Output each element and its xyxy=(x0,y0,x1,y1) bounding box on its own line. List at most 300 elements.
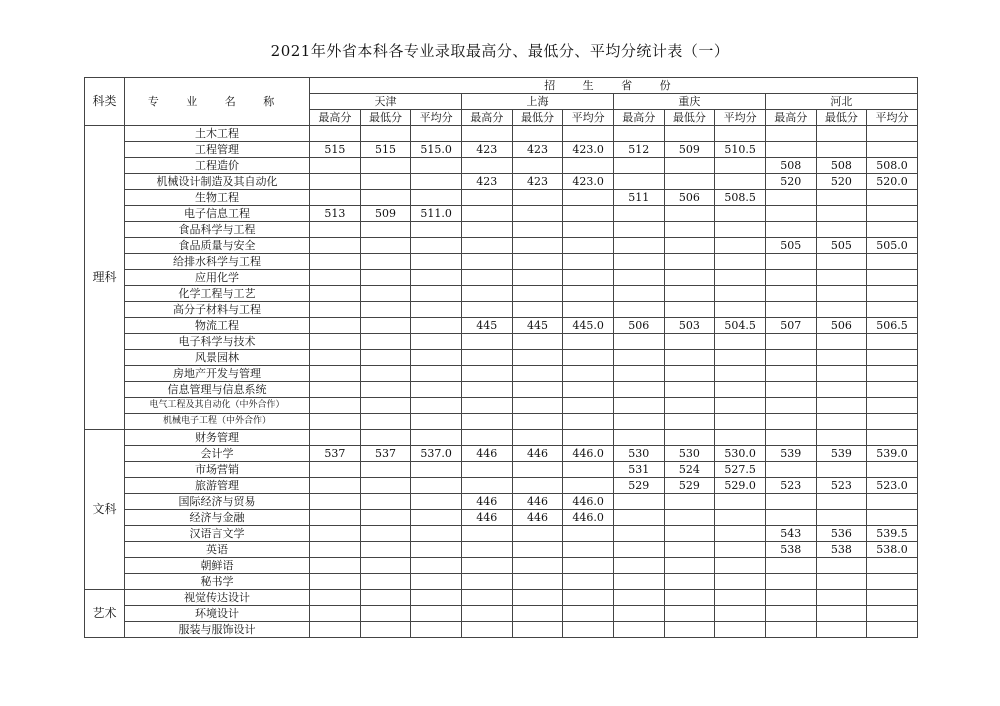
score-cell: 523.0 xyxy=(867,478,918,494)
score-cell: 511.0 xyxy=(411,206,462,222)
score-cell xyxy=(512,206,563,222)
score-cell xyxy=(310,606,361,622)
score-cell xyxy=(310,462,361,478)
score-cell xyxy=(765,254,816,270)
score-cell: 505 xyxy=(816,238,867,254)
score-cell: 509 xyxy=(360,206,411,222)
score-cell xyxy=(765,190,816,206)
score-cell xyxy=(411,366,462,382)
score-cell xyxy=(816,206,867,222)
score-cell: 511 xyxy=(613,190,664,206)
score-cell xyxy=(765,430,816,446)
score-cell xyxy=(867,606,918,622)
score-cell xyxy=(360,334,411,350)
score-cell xyxy=(360,222,411,238)
score-cell xyxy=(765,510,816,526)
score-cell xyxy=(310,302,361,318)
score-cell xyxy=(664,414,715,430)
score-cell xyxy=(310,414,361,430)
score-cell: 520 xyxy=(816,174,867,190)
score-cell xyxy=(715,366,766,382)
major-cell: 化学工程与工艺 xyxy=(125,286,310,302)
score-cell xyxy=(310,382,361,398)
major-cell: 环境设计 xyxy=(125,606,310,622)
score-cell xyxy=(360,126,411,142)
score-cell: 506 xyxy=(816,318,867,334)
score-cell xyxy=(613,398,664,414)
score-cell xyxy=(360,414,411,430)
score-label-header: 最高分 xyxy=(765,110,816,126)
score-cell xyxy=(360,462,411,478)
score-cell: 506 xyxy=(664,190,715,206)
score-cell xyxy=(411,558,462,574)
score-cell xyxy=(411,190,462,206)
score-cell xyxy=(563,366,614,382)
score-cell xyxy=(461,286,512,302)
score-cell: 537 xyxy=(310,446,361,462)
score-cell xyxy=(765,126,816,142)
score-cell xyxy=(512,350,563,366)
score-cell xyxy=(461,302,512,318)
score-cell xyxy=(310,334,361,350)
major-cell: 土木工程 xyxy=(125,126,310,142)
score-cell xyxy=(816,142,867,158)
score-cell xyxy=(563,302,614,318)
table-row xyxy=(85,190,918,206)
table-row xyxy=(85,318,918,334)
score-cell xyxy=(360,286,411,302)
score-cell: 445 xyxy=(461,318,512,334)
score-cell xyxy=(563,414,614,430)
score-cell xyxy=(360,510,411,526)
score-cell xyxy=(411,398,462,414)
score-cell xyxy=(613,574,664,590)
score-label-header: 平均分 xyxy=(411,110,462,126)
score-cell xyxy=(816,222,867,238)
score-cell xyxy=(310,542,361,558)
score-cell: 508.0 xyxy=(867,158,918,174)
score-cell xyxy=(512,542,563,558)
score-cell xyxy=(613,222,664,238)
score-cell xyxy=(867,302,918,318)
score-cell xyxy=(563,334,614,350)
score-cell xyxy=(563,350,614,366)
score-cell xyxy=(310,478,361,494)
score-cell xyxy=(563,190,614,206)
score-cell xyxy=(512,286,563,302)
score-cell xyxy=(816,574,867,590)
score-cell: 523 xyxy=(816,478,867,494)
score-cell: 509 xyxy=(664,142,715,158)
major-cell: 风景园林 xyxy=(125,350,310,366)
score-cell xyxy=(461,222,512,238)
score-cell xyxy=(360,254,411,270)
score-cell xyxy=(816,286,867,302)
table-row xyxy=(85,622,918,638)
province-header: 上海 xyxy=(461,94,613,110)
score-cell xyxy=(765,366,816,382)
score-cell: 446.0 xyxy=(563,510,614,526)
score-cell xyxy=(411,174,462,190)
table-row xyxy=(85,238,918,254)
province-header: 天津 xyxy=(310,94,462,110)
score-cell xyxy=(461,622,512,638)
score-cell xyxy=(765,270,816,286)
score-cell xyxy=(664,398,715,414)
score-cell xyxy=(867,270,918,286)
score-cell: 539.0 xyxy=(867,446,918,462)
score-cell xyxy=(411,238,462,254)
major-cell: 房地产开发与管理 xyxy=(125,366,310,382)
score-cell: 508 xyxy=(765,158,816,174)
score-label-header: 最低分 xyxy=(512,110,563,126)
score-cell xyxy=(310,574,361,590)
score-cell xyxy=(867,222,918,238)
score-cell xyxy=(613,510,664,526)
score-cell xyxy=(715,158,766,174)
score-cell xyxy=(461,350,512,366)
table-row xyxy=(85,350,918,366)
score-cell xyxy=(715,206,766,222)
table-row xyxy=(85,398,918,414)
score-cell xyxy=(765,142,816,158)
score-cell xyxy=(512,190,563,206)
score-cell: 513 xyxy=(310,206,361,222)
score-cell xyxy=(411,334,462,350)
score-cell xyxy=(715,174,766,190)
score-cell xyxy=(664,382,715,398)
score-cell xyxy=(461,366,512,382)
score-cell xyxy=(360,158,411,174)
score-cell xyxy=(461,382,512,398)
score-cell: 445.0 xyxy=(563,318,614,334)
major-cell: 旅游管理 xyxy=(125,478,310,494)
score-cell xyxy=(512,526,563,542)
score-cell xyxy=(816,366,867,382)
score-cell xyxy=(512,158,563,174)
score-cell xyxy=(664,222,715,238)
score-cell xyxy=(310,590,361,606)
score-cell xyxy=(411,286,462,302)
score-cell: 527.5 xyxy=(715,462,766,478)
score-cell: 506.5 xyxy=(867,318,918,334)
table-row xyxy=(85,366,918,382)
table-row xyxy=(85,430,918,446)
score-cell xyxy=(461,542,512,558)
score-cell xyxy=(765,606,816,622)
score-cell xyxy=(613,382,664,398)
score-cell xyxy=(867,286,918,302)
score-cell xyxy=(461,526,512,542)
table-row xyxy=(85,414,918,430)
score-cell xyxy=(411,382,462,398)
score-cell xyxy=(563,526,614,542)
score-cell xyxy=(816,334,867,350)
major-cell: 工程管理 xyxy=(125,142,310,158)
score-cell: 523 xyxy=(765,478,816,494)
score-cell xyxy=(816,462,867,478)
major-cell: 高分子材料与工程 xyxy=(125,302,310,318)
score-cell: 506 xyxy=(613,318,664,334)
score-cell xyxy=(461,398,512,414)
score-cell xyxy=(613,126,664,142)
score-cell xyxy=(461,270,512,286)
score-cell xyxy=(563,222,614,238)
major-cell: 信息管理与信息系统 xyxy=(125,382,310,398)
score-label-header: 最低分 xyxy=(360,110,411,126)
score-cell xyxy=(664,350,715,366)
score-cell xyxy=(715,382,766,398)
score-cell xyxy=(765,590,816,606)
score-cell xyxy=(563,158,614,174)
table-row xyxy=(85,542,918,558)
score-cell xyxy=(715,526,766,542)
page-title: 2021年外省本科各专业录取最高分、最低分、平均分统计表（一） xyxy=(270,42,730,60)
score-cell: 539 xyxy=(765,446,816,462)
score-cell xyxy=(867,462,918,478)
score-cell xyxy=(613,254,664,270)
score-cell xyxy=(816,510,867,526)
score-cell xyxy=(360,270,411,286)
table-body xyxy=(85,126,918,638)
score-cell: 507 xyxy=(765,318,816,334)
score-cell xyxy=(563,254,614,270)
score-cell xyxy=(715,334,766,350)
major-cell: 电子科学与技术 xyxy=(125,334,310,350)
score-cell xyxy=(461,478,512,494)
score-cell xyxy=(613,526,664,542)
score-cell: 446 xyxy=(461,446,512,462)
score-cell: 515 xyxy=(310,142,361,158)
major-cell: 电气工程及其自动化（中外合作） xyxy=(125,398,310,414)
score-cell xyxy=(461,430,512,446)
score-cell xyxy=(664,158,715,174)
score-cell xyxy=(563,542,614,558)
kind-cell: 艺术 xyxy=(85,590,125,638)
major-cell: 汉语言文学 xyxy=(125,526,310,542)
score-cell: 512 xyxy=(613,142,664,158)
score-cell xyxy=(715,606,766,622)
score-table xyxy=(84,77,918,638)
score-cell xyxy=(310,430,361,446)
score-cell: 538.0 xyxy=(867,542,918,558)
score-cell xyxy=(512,366,563,382)
table-row xyxy=(85,574,918,590)
score-cell xyxy=(411,158,462,174)
score-cell xyxy=(613,622,664,638)
score-cell xyxy=(310,510,361,526)
score-cell xyxy=(310,126,361,142)
score-label-header: 平均分 xyxy=(563,110,614,126)
score-label-header: 最高分 xyxy=(461,110,512,126)
score-cell xyxy=(816,254,867,270)
score-cell xyxy=(411,302,462,318)
table-row xyxy=(85,334,918,350)
score-cell xyxy=(613,270,664,286)
major-cell: 财务管理 xyxy=(125,430,310,446)
score-cell xyxy=(613,334,664,350)
score-cell xyxy=(411,494,462,510)
major-cell: 朝鲜语 xyxy=(125,558,310,574)
table-row xyxy=(85,174,918,190)
score-cell xyxy=(310,158,361,174)
score-cell: 423 xyxy=(461,142,512,158)
score-cell xyxy=(613,558,664,574)
score-cell xyxy=(360,622,411,638)
score-cell xyxy=(411,462,462,478)
score-cell xyxy=(613,590,664,606)
score-cell xyxy=(867,430,918,446)
score-cell xyxy=(765,206,816,222)
score-cell xyxy=(765,222,816,238)
score-cell: 423.0 xyxy=(563,142,614,158)
score-cell xyxy=(360,430,411,446)
score-cell xyxy=(664,334,715,350)
score-cell: 515 xyxy=(360,142,411,158)
major-cell: 英语 xyxy=(125,542,310,558)
table-row xyxy=(85,510,918,526)
score-cell xyxy=(411,414,462,430)
score-cell: 537 xyxy=(360,446,411,462)
score-cell: 539 xyxy=(816,446,867,462)
table-row xyxy=(85,382,918,398)
kind-cell: 文科 xyxy=(85,430,125,590)
score-cell: 446 xyxy=(512,510,563,526)
score-cell xyxy=(360,526,411,542)
table-row xyxy=(85,142,918,158)
score-cell xyxy=(461,158,512,174)
score-cell xyxy=(360,542,411,558)
score-cell xyxy=(765,558,816,574)
score-cell: 529.0 xyxy=(715,478,766,494)
score-label-header: 最低分 xyxy=(664,110,715,126)
kind-cell: 理科 xyxy=(85,126,125,430)
score-cell xyxy=(512,222,563,238)
score-cell xyxy=(411,606,462,622)
score-cell xyxy=(360,590,411,606)
score-cell xyxy=(563,238,614,254)
major-cell: 应用化学 xyxy=(125,270,310,286)
score-cell: 524 xyxy=(664,462,715,478)
table-row xyxy=(85,494,918,510)
score-cell xyxy=(664,430,715,446)
score-cell: 510.5 xyxy=(715,142,766,158)
score-cell xyxy=(512,254,563,270)
score-cell xyxy=(867,350,918,366)
score-cell xyxy=(461,414,512,430)
score-cell xyxy=(867,334,918,350)
score-cell xyxy=(867,206,918,222)
score-cell xyxy=(360,190,411,206)
score-cell xyxy=(563,574,614,590)
score-cell xyxy=(310,174,361,190)
score-cell xyxy=(664,574,715,590)
major-cell: 服装与服饰设计 xyxy=(125,622,310,638)
score-cell xyxy=(765,350,816,366)
score-cell xyxy=(867,254,918,270)
score-cell xyxy=(715,542,766,558)
score-cell: 537.0 xyxy=(411,446,462,462)
score-cell xyxy=(613,494,664,510)
table-row xyxy=(85,462,918,478)
table-header xyxy=(85,78,918,126)
province-header: 河北 xyxy=(765,94,917,110)
score-cell: 530 xyxy=(613,446,664,462)
score-cell: 423.0 xyxy=(563,174,614,190)
score-cell xyxy=(310,222,361,238)
score-cell xyxy=(867,510,918,526)
score-cell xyxy=(310,270,361,286)
score-cell xyxy=(411,222,462,238)
score-cell xyxy=(715,622,766,638)
score-cell xyxy=(664,622,715,638)
score-cell xyxy=(512,398,563,414)
table-row xyxy=(85,590,918,606)
score-cell xyxy=(715,302,766,318)
score-cell xyxy=(816,606,867,622)
score-cell: 446 xyxy=(461,494,512,510)
major-cell: 给排水科学与工程 xyxy=(125,254,310,270)
score-cell xyxy=(563,622,614,638)
score-cell: 531 xyxy=(613,462,664,478)
score-cell xyxy=(715,238,766,254)
score-cell xyxy=(310,190,361,206)
score-cell: 538 xyxy=(816,542,867,558)
score-cell xyxy=(765,462,816,478)
score-cell xyxy=(360,398,411,414)
major-cell: 电子信息工程 xyxy=(125,206,310,222)
province-group-header: 招 生 省 份 xyxy=(310,78,918,94)
score-cell xyxy=(461,590,512,606)
score-cell: 505.0 xyxy=(867,238,918,254)
score-cell xyxy=(613,302,664,318)
score-cell xyxy=(816,414,867,430)
score-cell xyxy=(411,622,462,638)
score-cell xyxy=(613,174,664,190)
major-cell: 经济与金融 xyxy=(125,510,310,526)
score-cell xyxy=(461,126,512,142)
score-cell xyxy=(664,542,715,558)
score-label-header: 最高分 xyxy=(310,110,361,126)
score-cell xyxy=(310,366,361,382)
score-cell xyxy=(715,270,766,286)
major-cell: 秘书学 xyxy=(125,574,310,590)
score-cell xyxy=(512,302,563,318)
major-cell: 食品科学与工程 xyxy=(125,222,310,238)
score-cell xyxy=(563,270,614,286)
score-cell xyxy=(715,494,766,510)
score-cell xyxy=(715,558,766,574)
score-cell xyxy=(715,414,766,430)
score-cell xyxy=(310,350,361,366)
score-cell: 446.0 xyxy=(563,494,614,510)
score-cell xyxy=(310,318,361,334)
score-cell xyxy=(867,558,918,574)
score-cell xyxy=(563,398,614,414)
score-cell xyxy=(664,238,715,254)
score-cell xyxy=(512,334,563,350)
score-cell xyxy=(563,382,614,398)
score-cell xyxy=(512,478,563,494)
score-cell: 446 xyxy=(461,510,512,526)
score-cell xyxy=(664,510,715,526)
major-cell: 国际经济与贸易 xyxy=(125,494,310,510)
score-cell xyxy=(715,398,766,414)
table-row xyxy=(85,286,918,302)
score-cell xyxy=(816,494,867,510)
score-cell xyxy=(411,126,462,142)
score-cell xyxy=(360,574,411,590)
